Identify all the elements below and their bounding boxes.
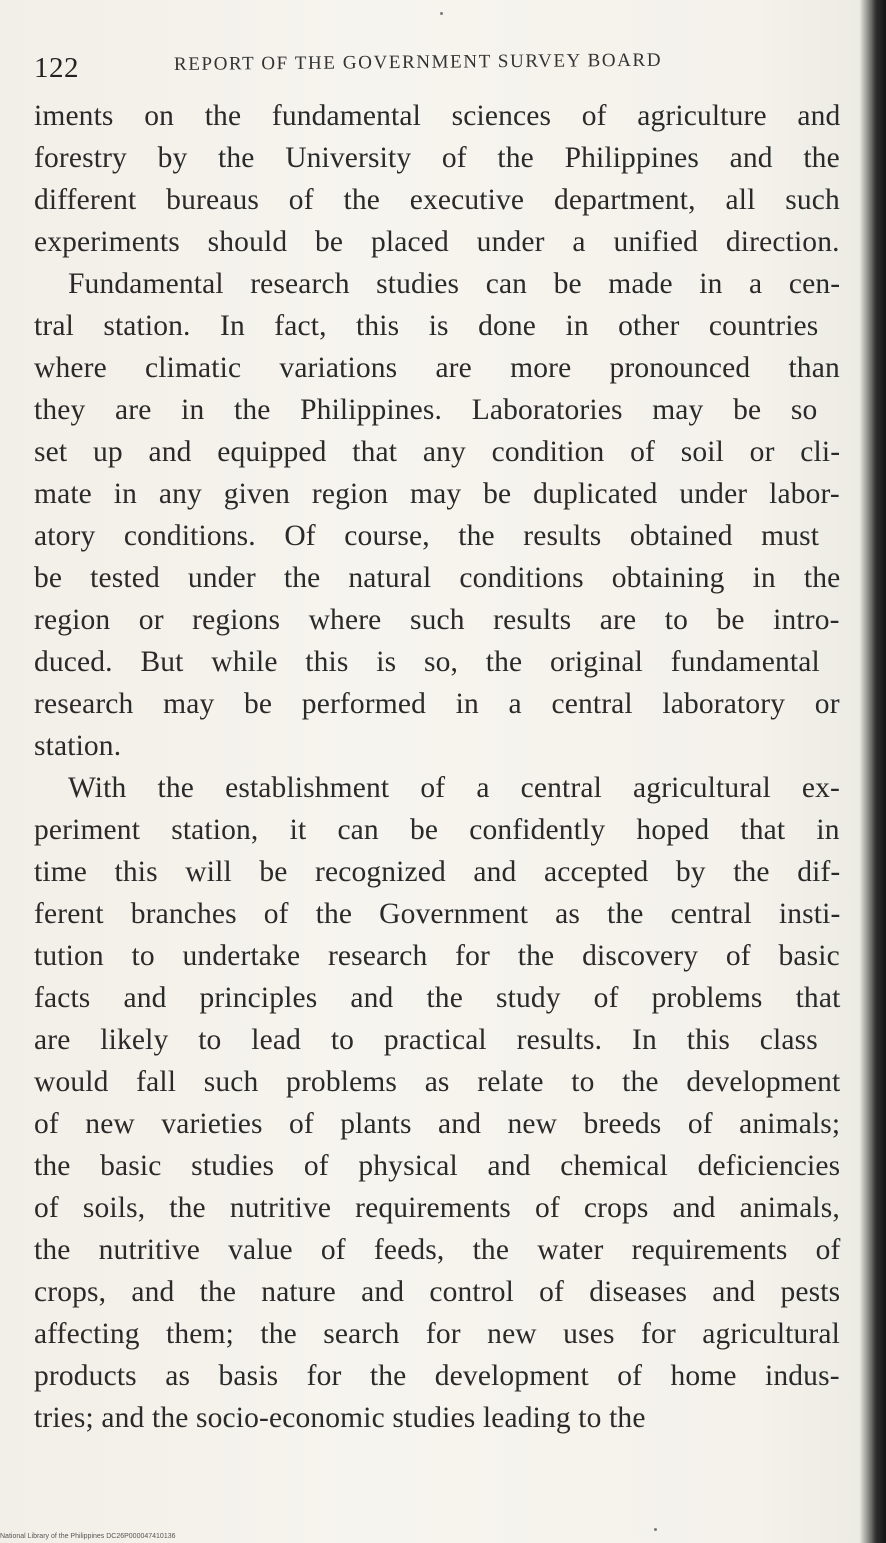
text-line: region or regions where such results are to be intro- <box>34 604 840 636</box>
text-line: affecting them; the search for new uses for agricultural <box>34 1318 840 1350</box>
text-line: time this will be recognized and accepted by the dif- <box>34 856 841 888</box>
text-line: crops, and the nature and control of diseases and pests <box>34 1276 841 1308</box>
running-head <box>34 46 834 86</box>
text-line: the nutritive value of feeds, the water requirements of <box>34 1234 841 1266</box>
running-title: REPORT OF THE GOVERNMENT SURVEY BOARD <box>173 49 663 75</box>
text-line: research may be performed in a central laboratory or <box>34 688 840 720</box>
text-line: they are in the Philippines. Laboratories may be so <box>34 394 818 426</box>
scan-attribution: National Library of the Philippines DC26P000047410136 <box>0 1533 176 1540</box>
paper-speck <box>440 12 443 15</box>
text-line: mate in any given region may be duplicated under labor- <box>34 478 840 510</box>
page-edge-shadow <box>872 0 886 1543</box>
text-line: tries; and the socio-economic studies leading to the <box>34 1402 646 1434</box>
text-line: the basic studies of physical and chemical deficiencies <box>34 1150 841 1182</box>
text-line: set up and equipped that any condition of soil or cli- <box>34 436 841 468</box>
text-line: duced. But while this is so, the original fundamental <box>34 646 820 678</box>
text-line: tral station. In fact, this is done in other countries <box>34 310 819 342</box>
text-line: periment station, it can be confidently hoped that in <box>34 814 840 846</box>
text-line: forestry by the University of the Philippines and the <box>34 142 840 174</box>
text-line: Fundamental research studies can be made in a cen- <box>68 268 841 300</box>
text-line: of new varieties of plants and new breeds of animals; <box>34 1108 841 1140</box>
text-line: tution to undertake research for the discovery of basic <box>34 940 840 972</box>
text-line: facts and principles and the study of problems that <box>34 982 841 1014</box>
text-line: products as basis for the development of home indus- <box>34 1360 840 1392</box>
text-line: are likely to lead to practical results. In this class <box>34 1024 818 1056</box>
text-line: be tested under the natural conditions obtaining in the <box>34 562 841 594</box>
text-line: station. <box>34 730 122 762</box>
text-line: experiments should be placed under a unified direction. <box>34 226 840 258</box>
text-line: iments on the fundamental sciences of agriculture and <box>34 100 841 132</box>
text-line: ferent branches of the Government as the central insti- <box>34 898 841 930</box>
text-line: atory conditions. Of course, the results obtained must <box>34 520 820 552</box>
text-line: of soils, the nutritive requirements of crops and animals, <box>34 1192 840 1224</box>
text-line: different bureaus of the executive department, all such <box>34 184 840 216</box>
page-number: 122 <box>34 52 79 84</box>
paper-speck <box>654 1528 657 1531</box>
text-line: With the establishment of a central agricultural ex- <box>68 772 841 804</box>
text-line: where climatic variations are more pronounced than <box>34 352 840 384</box>
text-line: would fall such problems as relate to the development <box>34 1066 841 1098</box>
